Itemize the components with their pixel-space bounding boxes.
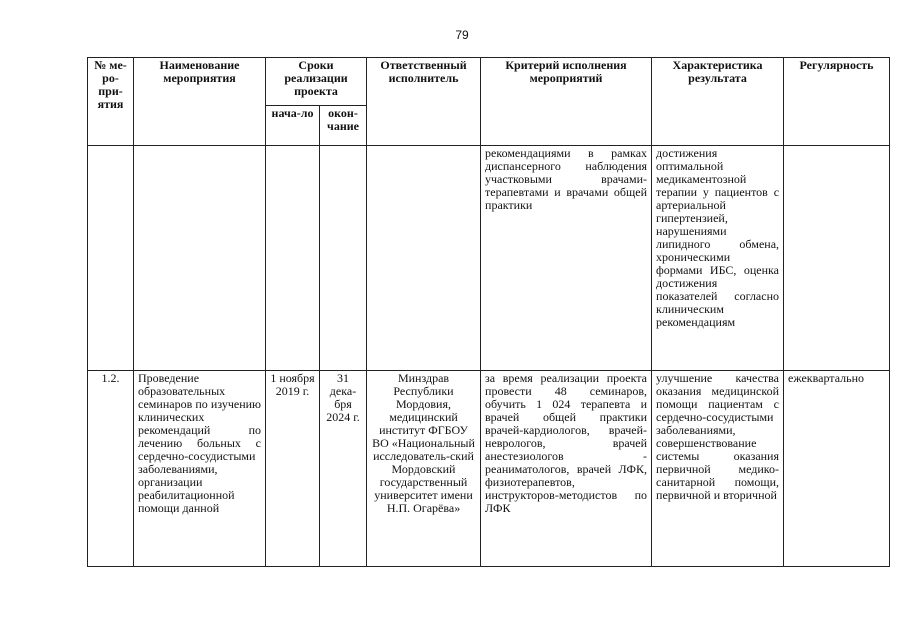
cell-name-empty [134,146,266,371]
cell-criterion: за время реализации проекта провести 48 семинаров, обучить 1 024 терапевта и врачей общей практики врачей-кардиологов, врачей-неврологов, врачей анестезиологов - реаниматологов, врачей ЛФК, физиотерапевтов, инструкторов-методистов по ЛФК [481,371,652,567]
measures-table [87,57,890,567]
table-row-continuation [88,146,890,371]
cell-regularity-empty [784,146,890,371]
cell-start-empty [266,146,320,371]
header-dates: Сроки реализации проекта [266,58,367,106]
header-number: № ме-ро-при-ятия [88,58,134,146]
header-regularity: Регулярность [784,58,890,146]
header-start: нача-ло [266,106,320,146]
header-result: Характеристика результата [652,58,784,146]
cell-regularity: ежеквартально [784,371,890,567]
cell-end-empty [320,146,367,371]
cell-result: улучшение качества оказания медицинской помощи пациентам с сердечно-сосудистыми заболеваниями, совершенствование системы оказания первичной медико-санитарной помощи, первичной и вторичной [652,371,784,567]
header-criterion: Критерий исполнения мероприятий [481,58,652,146]
cell-start: 1 ноября 2019 г. [266,371,320,567]
header-end: окон-чание [320,106,367,146]
page-number: 79 [455,28,469,42]
header-row [88,58,890,106]
cell-result: достижения оптимальной медикаментозной терапии у пациентов с артериальной гипертензией, нарушениями липидного обмена, хроническими формами ИБС, оценка достижения показателей согласно клиническим рекомендациям [652,146,784,371]
cell-num: 1.2. [88,371,134,567]
cell-num-empty [88,146,134,371]
cell-end: 31 дека-бря 2024 г. [320,371,367,567]
cell-responsible: Минздрав Республики Мордовия, медицинский институт ФГБОУ ВО «Национальный исследователь-ский Мордовский государственный университет имени Н.П. Огарёва» [367,371,481,567]
cell-name: Проведение образовательных семинаров по изучению клинических рекомендаций по лечению больных с сердечно-сосудистыми заболеваниями, организации реабилитационной помощи данной [134,371,266,567]
table-row-1-2 [88,371,890,567]
cell-criterion: рекомендациями в рамках диспансерного наблюдения участковыми врачами-терапевтами и врачами общей практики [481,146,652,371]
header-name: Наименование мероприятия [134,58,266,146]
cell-responsible-empty [367,146,481,371]
header-responsible: Ответственный исполнитель [367,58,481,146]
